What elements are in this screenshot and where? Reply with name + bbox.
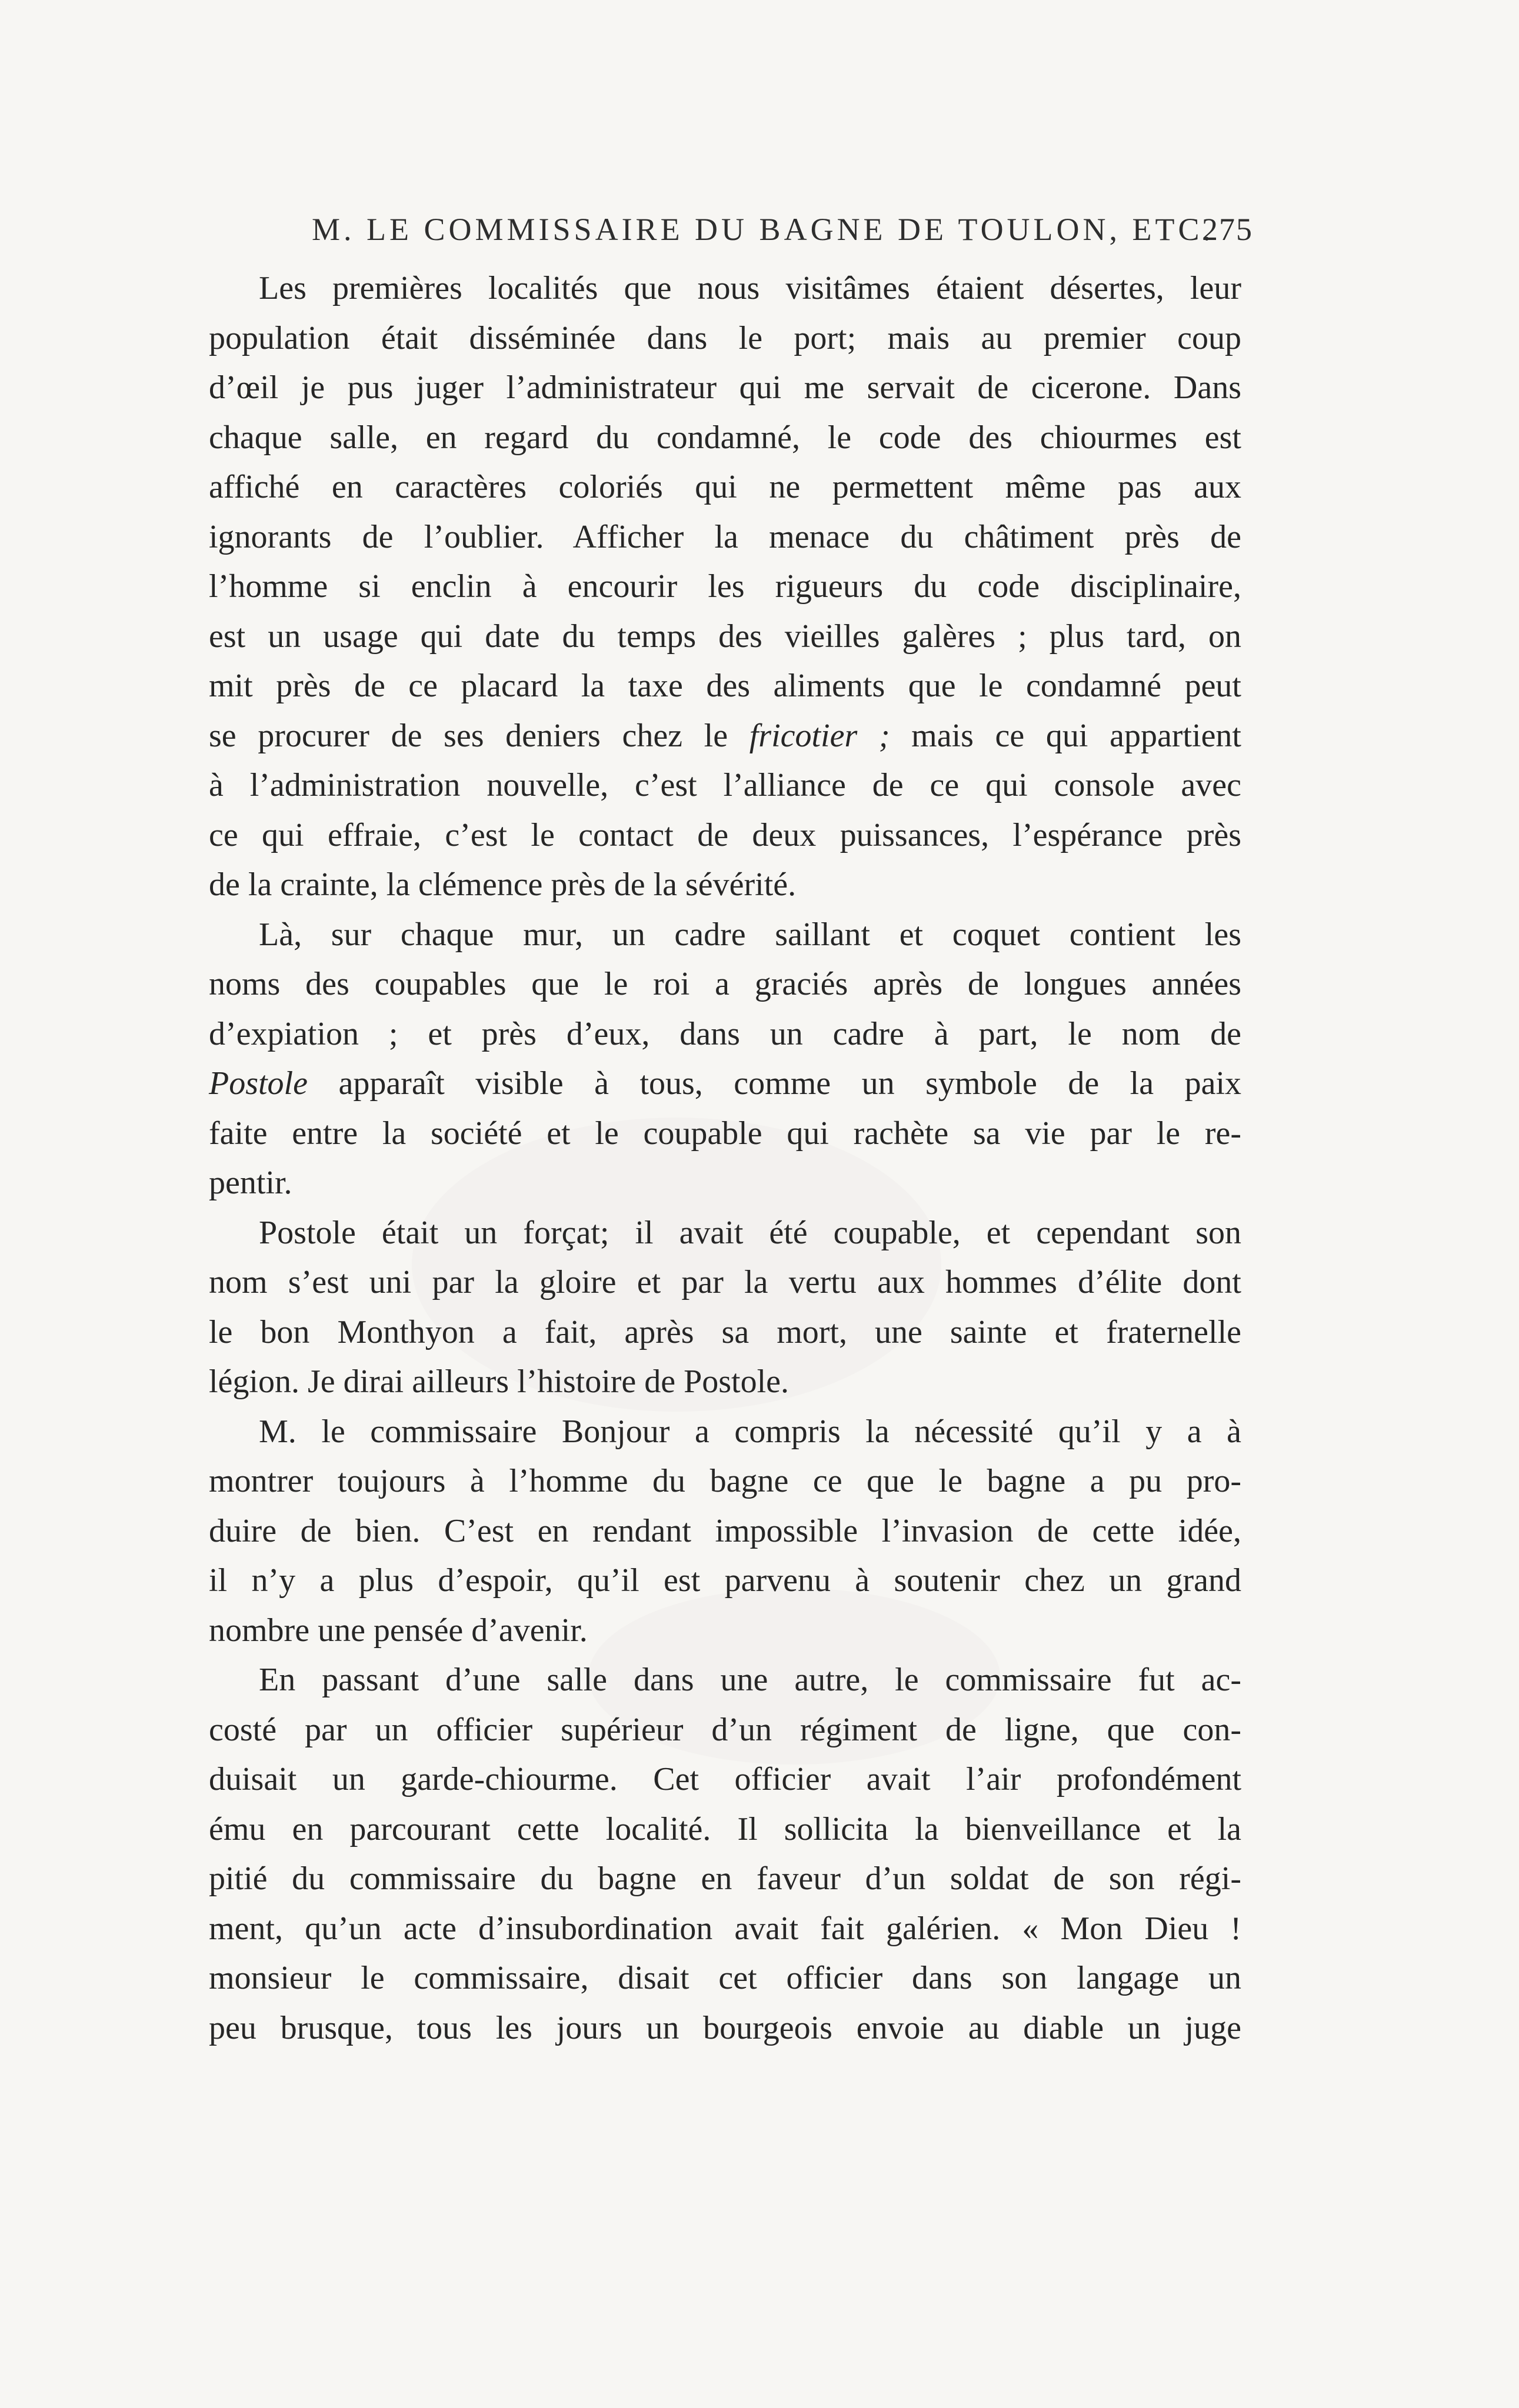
text-line: à l’administration nouvelle, c’est l’alliance de ce qui console avec [209,767,1241,803]
text-line: montrer toujours à l’homme du bagne ce que le bagne a pu pro- [209,1463,1241,1499]
text-line: monsieur le commissaire, disait cet officier dans son langage un [209,1960,1241,1996]
text-line: costé par un officier supérieur d’un régiment de ligne, que con- [209,1711,1241,1748]
text-line: est un usage qui date du temps des vieilles galères ; plus tard, on [209,618,1241,655]
text-line: chaque salle, en regard du condamné, le code des chiourmes est [209,419,1241,456]
text-line: pentir. [209,1165,292,1201]
text-line: le bon Monthyon a fait, après sa mort, une sainte et fraternelle [209,1313,1241,1350]
text-line: nombre une pensée d’avenir. [209,1612,588,1649]
text-line: nom s’est uni par la gloire et par la vertu aux hommes d’élite dont [209,1264,1241,1300]
text-line: il n’y a plus d’espoir, qu’il est parvenu à soutenir chez un grand [209,1562,1241,1599]
text-line: En passant d’une salle dans une autre, le commissaire fut ac- [259,1662,1241,1698]
text-line: d’œil je pus juger l’administrateur qui me servait de cicerone. Dans [209,369,1241,406]
text-line: Les premières localités que nous visitâmes étaient désertes, leur [259,270,1241,306]
text-line: population était disséminée dans le port; mais au premier coup [209,319,1241,356]
italic-term: Postole [209,1065,308,1102]
italic-term: fricotier ; [749,717,890,754]
paragraph [209,1655,1241,2053]
text-line: légion. Je dirai ailleurs l’histoire de Postole. [209,1363,790,1400]
text-line: peu brusque, tous les jours un bourgeois envoie au diable un juge [209,2009,1241,2046]
text-line: ému en parcourant cette localité. Il sollicita la bienveillance et la [209,1810,1241,1847]
paragraph [209,1407,1241,1656]
text-line: l’homme si enclin à encourir les rigueurs du code disciplinaire, [209,568,1241,605]
page-number: 275 [1202,212,1253,247]
text-line: faite entre la société et le coupable qui rachète sa vie par le re- [209,1115,1241,1152]
running-header [312,206,1253,253]
text-line: duisait un garde-chiourme. Cet officier avait l’air profondément [209,1761,1241,1797]
text-line: ce qui effraie, c’est le contact de deux puissances, l’espérance près [209,816,1241,853]
text-line: se procurer de ses deniers chez le fricotier ; mais ce qui appartient [209,717,1241,754]
running-title: M. LE COMMISSAIRE DU BAGNE DE TOULON, ETC. [312,212,1215,247]
text-line: de la crainte, la clémence près de la sévérité. [209,866,797,903]
text-line: M. le commissaire Bonjour a compris la nécessité qu’il y a à [259,1413,1241,1450]
text-line: Là, sur chaque mur, un cadre saillant et coquet contient les [259,916,1241,953]
paragraph [209,1208,1241,1407]
text-line: affiché en caractères coloriés qui ne permettent même pas aux [209,469,1241,505]
body-text [209,264,1241,2053]
paragraph [209,910,1241,1208]
paragraph [209,264,1241,910]
text-line: pitié du commissaire du bagne en faveur d’un soldat de son régi- [209,1860,1241,1897]
text-line: Postole apparaît visible à tous, comme un symbole de la paix [209,1065,1241,1102]
text-line: noms des coupables que le roi a graciés après de longues années [209,966,1241,1002]
text-line: d’expiation ; et près d’eux, dans un cadre à part, le nom de [209,1015,1241,1052]
text-line: mit près de ce placard la taxe des aliments que le condamné peut [209,668,1241,704]
text-line: duire de bien. C’est en rendant impossible l’invasion de cette idée, [209,1512,1241,1549]
text-line: Postole était un forçat; il avait été coupable, et cependant son [259,1214,1241,1251]
text-line: ignorants de l’oublier. Afficher la menace du châtiment près de [209,518,1241,555]
text-line: ment, qu’un acte d’insubordination avait fait galérien. « Mon Dieu ! [209,1910,1241,1947]
